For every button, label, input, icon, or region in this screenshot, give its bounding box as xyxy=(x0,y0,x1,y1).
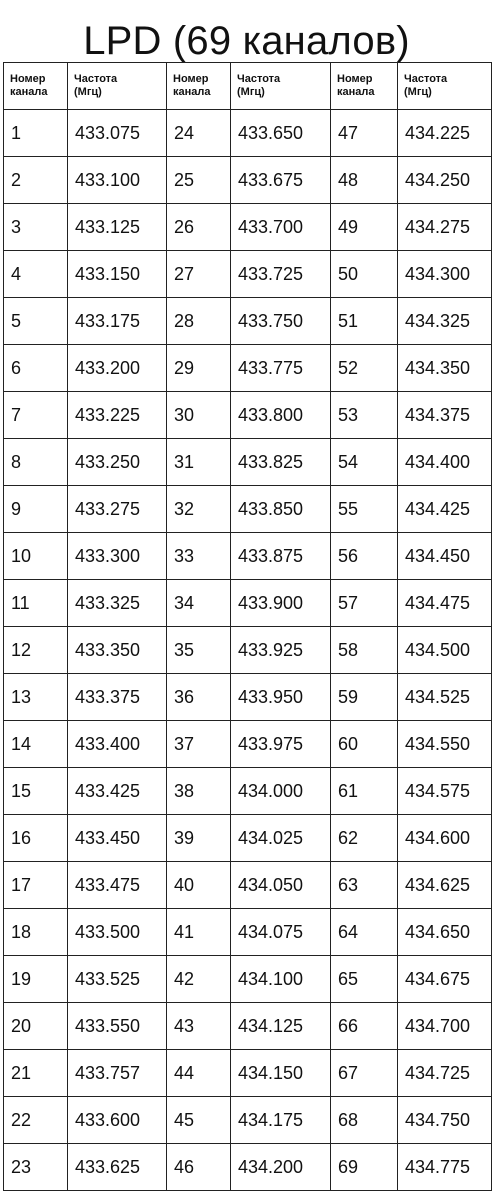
channel-number-cell: 17 xyxy=(4,862,68,909)
frequency-cell: 433.950 xyxy=(231,674,331,721)
frequency-cell: 434.375 xyxy=(398,392,492,439)
frequency-cell: 434.100 xyxy=(231,956,331,1003)
frequency-cell: 433.675 xyxy=(231,157,331,204)
channel-number-cell: 33 xyxy=(167,533,231,580)
frequency-cell: 434.250 xyxy=(398,157,492,204)
frequency-cell: 434.725 xyxy=(398,1050,492,1097)
channel-number-cell: 52 xyxy=(331,345,398,392)
channel-number-cell: 67 xyxy=(331,1050,398,1097)
table-header-row xyxy=(4,63,492,110)
table-row xyxy=(4,533,492,580)
frequency-cell: 434.600 xyxy=(398,815,492,862)
channel-number-cell: 62 xyxy=(331,815,398,862)
column-header-channel: Номер канала xyxy=(4,63,68,110)
frequency-cell: 433.175 xyxy=(68,298,167,345)
channel-number-cell: 3 xyxy=(4,204,68,251)
frequency-cell: 433.725 xyxy=(231,251,331,298)
channel-number-cell: 4 xyxy=(4,251,68,298)
channel-number-cell: 1 xyxy=(4,110,68,157)
channel-number-cell: 46 xyxy=(167,1144,231,1191)
frequency-cell: 433.500 xyxy=(68,909,167,956)
channel-number-cell: 2 xyxy=(4,157,68,204)
channel-number-cell: 18 xyxy=(4,909,68,956)
channel-number-cell: 69 xyxy=(331,1144,398,1191)
table-row xyxy=(4,1097,492,1144)
frequency-cell: 434.550 xyxy=(398,721,492,768)
channel-number-cell: 23 xyxy=(4,1144,68,1191)
frequency-cell: 434.700 xyxy=(398,1003,492,1050)
frequency-cell: 433.975 xyxy=(231,721,331,768)
channel-number-cell: 29 xyxy=(167,345,231,392)
frequency-cell: 434.125 xyxy=(231,1003,331,1050)
channel-number-cell: 51 xyxy=(331,298,398,345)
channel-number-cell: 45 xyxy=(167,1097,231,1144)
channel-number-cell: 27 xyxy=(167,251,231,298)
frequency-cell: 433.475 xyxy=(68,862,167,909)
table-row xyxy=(4,392,492,439)
channel-number-cell: 22 xyxy=(4,1097,68,1144)
channel-number-cell: 31 xyxy=(167,439,231,486)
frequency-cell: 434.450 xyxy=(398,533,492,580)
frequency-cell: 433.275 xyxy=(68,486,167,533)
channel-number-cell: 49 xyxy=(331,204,398,251)
frequency-cell: 433.200 xyxy=(68,345,167,392)
channel-number-cell: 20 xyxy=(4,1003,68,1050)
frequency-cell: 434.500 xyxy=(398,627,492,674)
frequency-table xyxy=(3,62,492,1191)
table-row xyxy=(4,110,492,157)
frequency-cell: 434.325 xyxy=(398,298,492,345)
table-row xyxy=(4,486,492,533)
frequency-cell: 433.350 xyxy=(68,627,167,674)
channel-number-cell: 26 xyxy=(167,204,231,251)
frequency-cell: 433.825 xyxy=(231,439,331,486)
frequency-cell: 434.150 xyxy=(231,1050,331,1097)
channel-number-cell: 12 xyxy=(4,627,68,674)
channel-number-cell: 63 xyxy=(331,862,398,909)
frequency-cell: 433.600 xyxy=(68,1097,167,1144)
channel-number-cell: 68 xyxy=(331,1097,398,1144)
channel-number-cell: 5 xyxy=(4,298,68,345)
channel-number-cell: 42 xyxy=(167,956,231,1003)
channel-number-cell: 65 xyxy=(331,956,398,1003)
frequency-cell: 434.425 xyxy=(398,486,492,533)
channel-number-cell: 50 xyxy=(331,251,398,298)
frequency-cell: 433.925 xyxy=(231,627,331,674)
frequency-cell: 434.400 xyxy=(398,439,492,486)
frequency-cell: 433.625 xyxy=(68,1144,167,1191)
channel-number-cell: 19 xyxy=(4,956,68,1003)
frequency-cell: 433.757 xyxy=(68,1050,167,1097)
channel-number-cell: 34 xyxy=(167,580,231,627)
frequency-cell: 433.775 xyxy=(231,345,331,392)
frequency-cell: 434.050 xyxy=(231,862,331,909)
table-row xyxy=(4,345,492,392)
channel-number-cell: 48 xyxy=(331,157,398,204)
channel-number-cell: 21 xyxy=(4,1050,68,1097)
frequency-cell: 433.700 xyxy=(231,204,331,251)
channel-number-cell: 37 xyxy=(167,721,231,768)
table-row xyxy=(4,674,492,721)
column-header-frequency: Частота (Мгц) xyxy=(231,63,331,110)
frequency-cell: 433.300 xyxy=(68,533,167,580)
channel-number-cell: 55 xyxy=(331,486,398,533)
frequency-cell: 434.025 xyxy=(231,815,331,862)
channel-number-cell: 24 xyxy=(167,110,231,157)
table-row xyxy=(4,1050,492,1097)
frequency-cell: 433.550 xyxy=(68,1003,167,1050)
channel-number-cell: 39 xyxy=(167,815,231,862)
channel-number-cell: 25 xyxy=(167,157,231,204)
channel-number-cell: 66 xyxy=(331,1003,398,1050)
table-row xyxy=(4,251,492,298)
frequency-cell: 434.275 xyxy=(398,204,492,251)
channel-number-cell: 44 xyxy=(167,1050,231,1097)
frequency-cell: 433.075 xyxy=(68,110,167,157)
table-row xyxy=(4,298,492,345)
frequency-cell: 434.175 xyxy=(231,1097,331,1144)
frequency-cell: 434.475 xyxy=(398,580,492,627)
channel-number-cell: 43 xyxy=(167,1003,231,1050)
frequency-cell: 433.750 xyxy=(231,298,331,345)
channel-number-cell: 64 xyxy=(331,909,398,956)
channel-number-cell: 16 xyxy=(4,815,68,862)
table-row xyxy=(4,439,492,486)
frequency-cell: 433.150 xyxy=(68,251,167,298)
frequency-cell: 434.525 xyxy=(398,674,492,721)
channel-number-cell: 30 xyxy=(167,392,231,439)
channel-number-cell: 60 xyxy=(331,721,398,768)
channel-number-cell: 47 xyxy=(331,110,398,157)
channel-number-cell: 32 xyxy=(167,486,231,533)
column-header-channel: Номер канала xyxy=(331,63,398,110)
table-row xyxy=(4,862,492,909)
channel-number-cell: 36 xyxy=(167,674,231,721)
channel-number-cell: 28 xyxy=(167,298,231,345)
page-title: LPD (69 каналов) xyxy=(83,19,410,63)
frequency-cell: 433.850 xyxy=(231,486,331,533)
cropped-heading-fragment xyxy=(175,0,335,1)
table-row xyxy=(4,815,492,862)
frequency-cell: 433.250 xyxy=(68,439,167,486)
frequency-cell: 433.125 xyxy=(68,204,167,251)
frequency-cell: 434.650 xyxy=(398,909,492,956)
frequency-cell: 433.400 xyxy=(68,721,167,768)
table-row xyxy=(4,909,492,956)
table-row xyxy=(4,580,492,627)
channel-number-cell: 9 xyxy=(4,486,68,533)
frequency-cell: 434.225 xyxy=(398,110,492,157)
frequency-cell: 434.775 xyxy=(398,1144,492,1191)
frequency-cell: 433.225 xyxy=(68,392,167,439)
channel-number-cell: 41 xyxy=(167,909,231,956)
channel-number-cell: 38 xyxy=(167,768,231,815)
frequency-cell: 434.000 xyxy=(231,768,331,815)
table-row xyxy=(4,1144,492,1191)
channel-number-cell: 57 xyxy=(331,580,398,627)
table-row xyxy=(4,627,492,674)
frequency-cell: 433.525 xyxy=(68,956,167,1003)
channel-number-cell: 15 xyxy=(4,768,68,815)
table-row xyxy=(4,721,492,768)
channel-number-cell: 59 xyxy=(331,674,398,721)
frequency-cell: 433.800 xyxy=(231,392,331,439)
frequency-cell: 434.200 xyxy=(231,1144,331,1191)
channel-number-cell: 6 xyxy=(4,345,68,392)
frequency-cell: 433.875 xyxy=(231,533,331,580)
column-header-frequency: Частота (Мгц) xyxy=(398,63,492,110)
channel-number-cell: 10 xyxy=(4,533,68,580)
channel-number-cell: 13 xyxy=(4,674,68,721)
channel-number-cell: 54 xyxy=(331,439,398,486)
frequency-cell: 434.625 xyxy=(398,862,492,909)
frequency-cell: 434.075 xyxy=(231,909,331,956)
frequency-cell: 434.350 xyxy=(398,345,492,392)
frequency-cell: 433.325 xyxy=(68,580,167,627)
column-header-frequency: Частота (Мгц) xyxy=(68,63,167,110)
frequency-cell: 434.300 xyxy=(398,251,492,298)
table-row xyxy=(4,204,492,251)
channel-number-cell: 7 xyxy=(4,392,68,439)
frequency-cell: 434.575 xyxy=(398,768,492,815)
table-row xyxy=(4,1003,492,1050)
frequency-cell: 433.650 xyxy=(231,110,331,157)
frequency-cell: 433.100 xyxy=(68,157,167,204)
frequency-cell: 433.375 xyxy=(68,674,167,721)
channel-number-cell: 11 xyxy=(4,580,68,627)
channel-number-cell: 14 xyxy=(4,721,68,768)
frequency-cell: 433.450 xyxy=(68,815,167,862)
channel-number-cell: 53 xyxy=(331,392,398,439)
channel-number-cell: 35 xyxy=(167,627,231,674)
frequency-cell: 434.675 xyxy=(398,956,492,1003)
column-header-channel: Номер канала xyxy=(167,63,231,110)
channel-number-cell: 40 xyxy=(167,862,231,909)
frequency-cell: 433.900 xyxy=(231,580,331,627)
channel-number-cell: 8 xyxy=(4,439,68,486)
table-row xyxy=(4,157,492,204)
frequency-cell: 434.750 xyxy=(398,1097,492,1144)
channel-number-cell: 58 xyxy=(331,627,398,674)
table-row xyxy=(4,768,492,815)
channel-number-cell: 61 xyxy=(331,768,398,815)
channel-number-cell: 56 xyxy=(331,533,398,580)
frequency-cell: 433.425 xyxy=(68,768,167,815)
table-row xyxy=(4,956,492,1003)
